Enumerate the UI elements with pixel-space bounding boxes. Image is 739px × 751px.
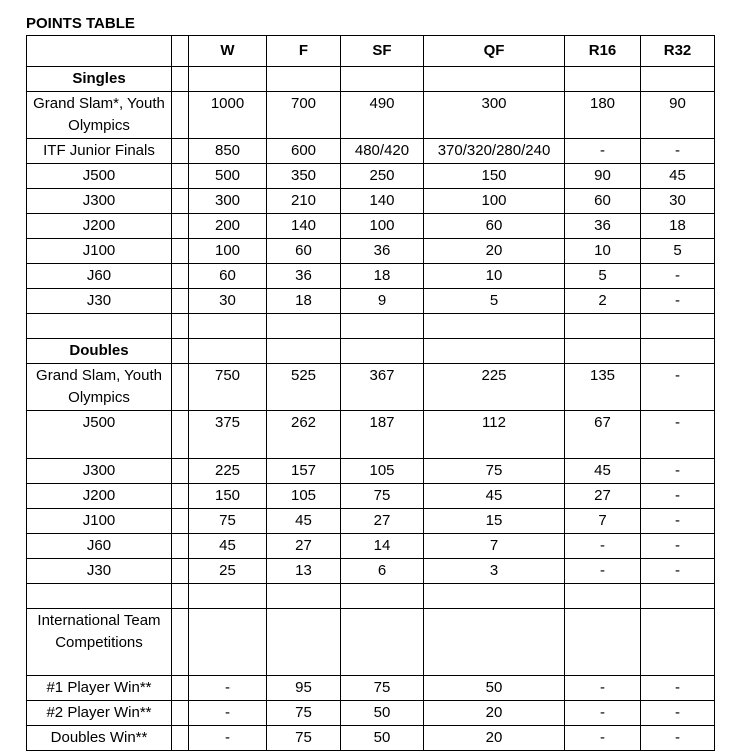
value-cell: 112 [424,411,565,459]
value-cell: - [565,726,641,751]
value-cell [341,609,424,676]
value-cell: 60 [565,189,641,214]
value-cell: - [641,264,715,289]
gap-cell [172,609,189,676]
row-label: J500 [27,411,172,459]
row-label: Doubles Win** [27,726,172,751]
column-header: SF [341,36,424,67]
row-label: J200 [27,484,172,509]
value-cell: - [565,559,641,584]
value-cell: 7 [424,534,565,559]
value-cell [424,609,565,676]
row-label: J200 [27,214,172,239]
value-cell: - [641,559,715,584]
value-cell: 60 [267,239,341,264]
value-cell: 525 [267,364,341,411]
table-row [27,726,715,751]
value-cell: 36 [341,239,424,264]
value-cell: 50 [341,726,424,751]
value-cell: 300 [189,189,267,214]
value-cell: 27 [341,509,424,534]
value-cell [641,314,715,339]
value-cell: 600 [267,139,341,164]
value-cell: - [641,701,715,726]
value-cell: 75 [267,701,341,726]
value-cell: 480/420 [341,139,424,164]
header-label-cell [27,36,172,67]
blank-row [27,584,715,609]
value-cell: 30 [641,189,715,214]
value-cell: 90 [641,92,715,139]
value-cell: - [565,534,641,559]
value-cell: 36 [267,264,341,289]
row-label: J60 [27,264,172,289]
value-cell: 375 [189,411,267,459]
column-header: W [189,36,267,67]
value-cell: 135 [565,364,641,411]
row-label: J500 [27,164,172,189]
value-cell: 140 [341,189,424,214]
table-row [27,164,715,189]
value-cell: 60 [424,214,565,239]
value-cell [424,584,565,609]
gap-cell [172,214,189,239]
value-cell: 45 [424,484,565,509]
value-cell: 10 [424,264,565,289]
value-cell: 250 [341,164,424,189]
table-row [27,364,715,411]
value-cell [641,339,715,364]
value-cell: 60 [189,264,267,289]
value-cell [424,314,565,339]
value-cell: 700 [267,92,341,139]
value-cell: 2 [565,289,641,314]
gap-cell [172,239,189,264]
value-cell: 18 [267,289,341,314]
value-cell [424,67,565,92]
value-cell: 225 [424,364,565,411]
table-row [27,411,715,459]
row-label: #1 Player Win** [27,676,172,701]
value-cell: 75 [341,676,424,701]
value-cell: 100 [189,239,267,264]
value-cell: 200 [189,214,267,239]
gap-cell [172,339,189,364]
value-cell: 14 [341,534,424,559]
row-label: International Team Competitions [27,609,172,676]
table-row [27,189,715,214]
value-cell: 100 [424,189,565,214]
value-cell: 6 [341,559,424,584]
value-cell: 27 [565,484,641,509]
value-cell: 5 [565,264,641,289]
row-label: J30 [27,289,172,314]
value-cell: - [641,534,715,559]
value-cell: 210 [267,189,341,214]
gap-cell [172,289,189,314]
table-row [27,289,715,314]
table-row [27,264,715,289]
value-cell [267,314,341,339]
value-cell: 18 [641,214,715,239]
value-cell [267,609,341,676]
points-table-body [27,36,715,751]
value-cell: 105 [341,459,424,484]
value-cell: - [189,676,267,701]
gap-cell [172,676,189,701]
value-cell: 150 [189,484,267,509]
header-row [27,36,715,67]
table-row [27,676,715,701]
value-cell: 45 [641,164,715,189]
value-cell [565,584,641,609]
value-cell: 180 [565,92,641,139]
row-label: J300 [27,459,172,484]
value-cell: 750 [189,364,267,411]
value-cell: 3 [424,559,565,584]
value-cell [641,584,715,609]
value-cell: - [565,139,641,164]
value-cell [341,314,424,339]
value-cell [341,67,424,92]
value-cell [189,609,267,676]
value-cell: - [641,676,715,701]
value-cell [341,339,424,364]
table-row [27,459,715,484]
value-cell: 10 [565,239,641,264]
value-cell: 45 [267,509,341,534]
section-row [27,339,715,364]
table-row [27,92,715,139]
value-cell: 50 [341,701,424,726]
gap-cell [172,364,189,411]
value-cell: 30 [189,289,267,314]
value-cell [341,584,424,609]
blank-row [27,314,715,339]
value-cell: 20 [424,726,565,751]
value-cell [267,67,341,92]
row-label: Grand Slam, Youth Olympics [27,364,172,411]
value-cell: 150 [424,164,565,189]
gap-cell [172,264,189,289]
section-row [27,67,715,92]
gap-cell [172,559,189,584]
row-label: J100 [27,509,172,534]
value-cell: 20 [424,701,565,726]
value-cell: - [641,289,715,314]
gap-cell [172,67,189,92]
value-cell: 140 [267,214,341,239]
gap-cell [172,509,189,534]
header-gap-cell [172,36,189,67]
value-cell: 157 [267,459,341,484]
value-cell [189,584,267,609]
value-cell: 490 [341,92,424,139]
value-cell: 500 [189,164,267,189]
row-label [27,584,172,609]
points-table [26,35,715,751]
value-cell [565,314,641,339]
page-title: POINTS TABLE [26,15,135,32]
table-row [27,239,715,264]
value-cell: - [641,459,715,484]
value-cell [641,67,715,92]
row-label: Grand Slam*, Youth Olympics [27,92,172,139]
section-heading: Singles [27,67,172,92]
row-label [27,314,172,339]
value-cell: 36 [565,214,641,239]
value-cell: - [565,676,641,701]
row-label: #2 Player Win** [27,701,172,726]
value-cell: - [189,701,267,726]
value-cell [189,314,267,339]
value-cell: 90 [565,164,641,189]
value-cell: - [641,484,715,509]
table-row [27,139,715,164]
table-row [27,484,715,509]
value-cell: 105 [267,484,341,509]
value-cell: 18 [341,264,424,289]
row-label: J300 [27,189,172,214]
row-label: ITF Junior Finals [27,139,172,164]
gap-cell [172,484,189,509]
gap-cell [172,314,189,339]
value-cell: - [565,701,641,726]
table-row [27,701,715,726]
value-cell [189,339,267,364]
column-header: F [267,36,341,67]
value-cell: 9 [341,289,424,314]
gap-cell [172,584,189,609]
value-cell: 225 [189,459,267,484]
value-cell: 100 [341,214,424,239]
value-cell [565,339,641,364]
value-cell: - [641,411,715,459]
gap-cell [172,411,189,459]
value-cell [424,339,565,364]
value-cell: 13 [267,559,341,584]
value-cell: 262 [267,411,341,459]
value-cell: 15 [424,509,565,534]
table-row [27,534,715,559]
gap-cell [172,459,189,484]
gap-cell [172,164,189,189]
value-cell [641,609,715,676]
column-header: R32 [641,36,715,67]
column-header: QF [424,36,565,67]
gap-cell [172,139,189,164]
value-cell: 5 [424,289,565,314]
value-cell: - [641,139,715,164]
table-row [27,509,715,534]
value-cell: 850 [189,139,267,164]
value-cell: - [641,364,715,411]
value-cell: 75 [267,726,341,751]
value-cell: - [641,509,715,534]
row-label: J30 [27,559,172,584]
value-cell: 5 [641,239,715,264]
gap-cell [172,701,189,726]
value-cell [267,339,341,364]
value-cell: 370/320/280/240 [424,139,565,164]
row-label: J60 [27,534,172,559]
value-cell: 45 [189,534,267,559]
value-cell: 350 [267,164,341,189]
value-cell [565,67,641,92]
value-cell: 25 [189,559,267,584]
gap-cell [172,534,189,559]
gap-cell [172,92,189,139]
value-cell: 45 [565,459,641,484]
value-cell: 75 [341,484,424,509]
row-label: J100 [27,239,172,264]
value-cell [267,584,341,609]
value-cell: 67 [565,411,641,459]
gap-cell [172,726,189,751]
value-cell [189,67,267,92]
value-cell: 7 [565,509,641,534]
value-cell: - [189,726,267,751]
table-row [27,559,715,584]
value-cell [565,609,641,676]
table-row [27,214,715,239]
value-cell: 95 [267,676,341,701]
value-cell: 50 [424,676,565,701]
value-cell: 1000 [189,92,267,139]
value-cell: 27 [267,534,341,559]
value-cell: 75 [189,509,267,534]
value-cell: 367 [341,364,424,411]
value-cell: 300 [424,92,565,139]
value-cell: 75 [424,459,565,484]
section-heading: Doubles [27,339,172,364]
value-cell: 187 [341,411,424,459]
value-cell: 20 [424,239,565,264]
value-cell: - [641,726,715,751]
gap-cell [172,189,189,214]
column-header: R16 [565,36,641,67]
table-row [27,609,715,676]
